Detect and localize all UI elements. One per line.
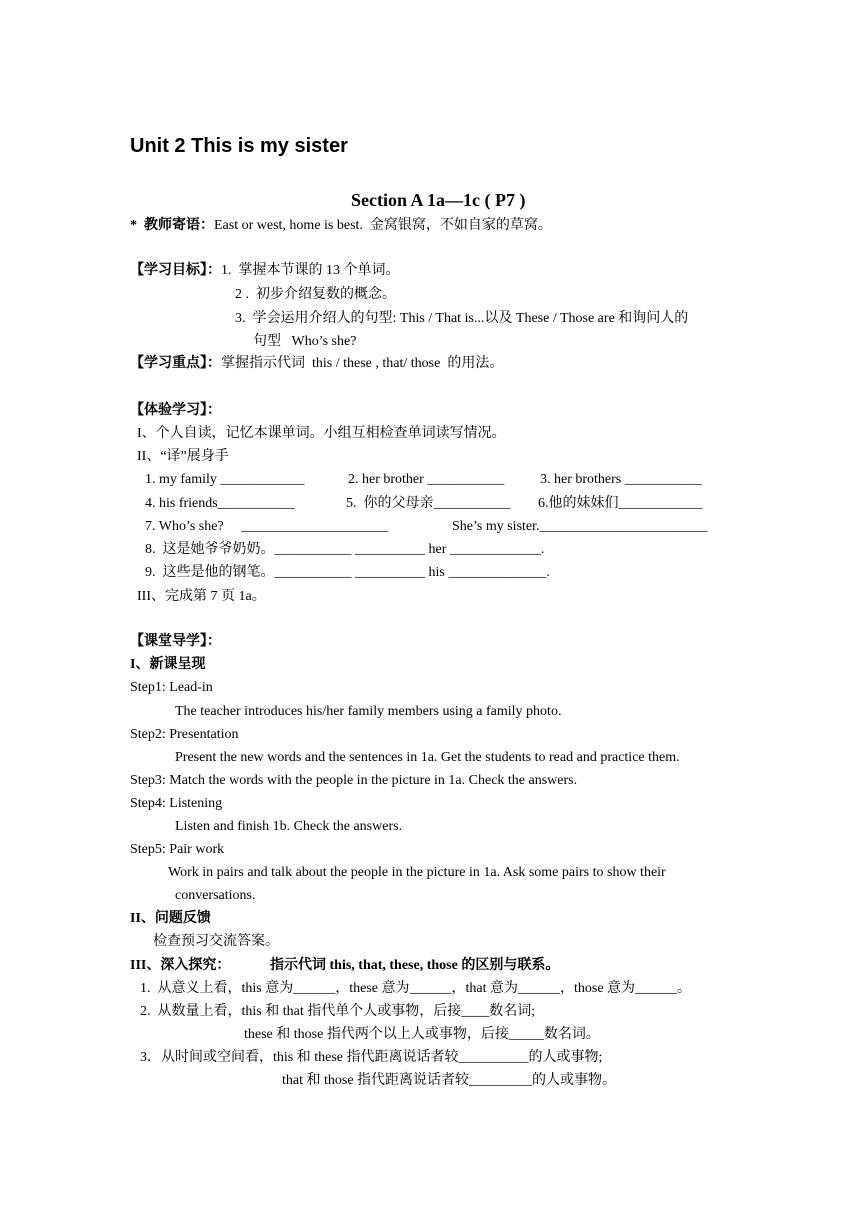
part-heading: III、深入探究： xyxy=(130,958,231,973)
step-detail: The teacher introduces his/her family members using a family photo. xyxy=(175,704,562,719)
step-line: Step2: Presentation xyxy=(130,727,239,742)
key-point-label: 【学习重点】： xyxy=(130,356,221,371)
motto-text: East or west, home is best. 金窝银窝，不如自家的草窝。 xyxy=(214,218,552,233)
translation-item: 1. my family ____________ xyxy=(145,472,305,487)
motto-label: * 教师寄语： xyxy=(130,218,214,233)
inquiry-question: 1. 从意义上看，this 意为______，these 意为______，that 意为______，those 意为______。 xyxy=(140,981,692,996)
experience-line: III、完成第 7 页 1a。 xyxy=(137,589,266,604)
goal-item: 3. 学会运用介绍人的句型: This / That is...以及 These / Those are 和询问人的 xyxy=(235,311,689,326)
goals-label: 【学习目标】： xyxy=(130,263,221,278)
step-detail: conversations. xyxy=(175,888,256,903)
inquiry-question: 3．从时间或空间看，this 和 these 指代距离说话者较__________的人或事物; xyxy=(140,1050,603,1065)
translation-item: 7. Who’s she? _____________________ xyxy=(145,519,389,534)
part-heading: I、新课呈现 xyxy=(130,657,206,672)
experience-heading: 【体验学习】： xyxy=(130,403,221,418)
translation-item: 5. 你的父母亲___________ xyxy=(346,496,511,511)
step-line: Step5: Pair work xyxy=(130,842,225,857)
step-line: Step4: Listening xyxy=(130,796,223,811)
inquiry-topic: 指示代词 this, that, these, those 的区别与联系。 xyxy=(270,958,560,973)
translation-item: She’s my sister.________________________ xyxy=(452,519,708,534)
translation-item: 8. 这是她爷爷奶奶。___________ __________ her _____________. xyxy=(145,542,545,557)
goal-item: 句型 Who’s she? xyxy=(253,334,357,349)
step-detail: Listen and finish 1b. Check the answers. xyxy=(175,819,403,834)
translation-item: 6.他的妹妹们____________ xyxy=(538,496,703,511)
inquiry-question: that 和 those 指代距离说话者较_________的人或事物。 xyxy=(282,1073,617,1088)
class-heading: 【课堂导学】： xyxy=(130,634,221,649)
key-point-text: 掌握指示代词 this / these , that/ those 的用法。 xyxy=(221,356,504,371)
step-line: Step3: Match the words with the people in the picture in 1a. Check the answers. xyxy=(130,773,578,788)
inquiry-question: 2. 从数量上看，this 和 that 指代单个人或事物，后接____数名词; xyxy=(140,1004,536,1019)
key-point-line xyxy=(130,354,503,374)
step-line: Step1: Lead-in xyxy=(130,680,213,695)
section-heading: Section A 1a—1c ( P7 ) xyxy=(351,190,526,210)
step-detail: Work in pairs and talk about the people in the picture in 1a. Ask some pairs to show their xyxy=(168,865,666,880)
translation-item: 3. her brothers ___________ xyxy=(540,472,702,487)
part-heading: II、问题反馈 xyxy=(130,911,211,926)
experience-line: I、个人自读，记忆本课单词。小组互相检查单词读写情况。 xyxy=(137,426,506,441)
goals-line-1 xyxy=(130,261,400,281)
part-detail: 检查预习交流答案。 xyxy=(153,934,279,949)
motto-line xyxy=(130,216,552,236)
goal-item: 2 . 初步介绍复数的概念。 xyxy=(235,287,396,302)
translation-item: 9. 这些是他的钢笔。___________ __________ his ______________. xyxy=(145,565,550,580)
experience-line: II、“译”展身手 xyxy=(137,449,229,464)
goal-item: 1. 掌握本节课的 13 个单词。 xyxy=(221,263,400,278)
page-title: Unit 2 This is my sister xyxy=(130,135,348,157)
step-detail: Present the new words and the sentences in 1a. Get the students to read and practice them. xyxy=(175,750,680,765)
translation-item: 2. her brother ___________ xyxy=(348,472,505,487)
translation-item: 4. his friends___________ xyxy=(145,496,295,511)
inquiry-question: these 和 those 指代两个以上人或事物，后接_____数名词。 xyxy=(244,1027,600,1042)
